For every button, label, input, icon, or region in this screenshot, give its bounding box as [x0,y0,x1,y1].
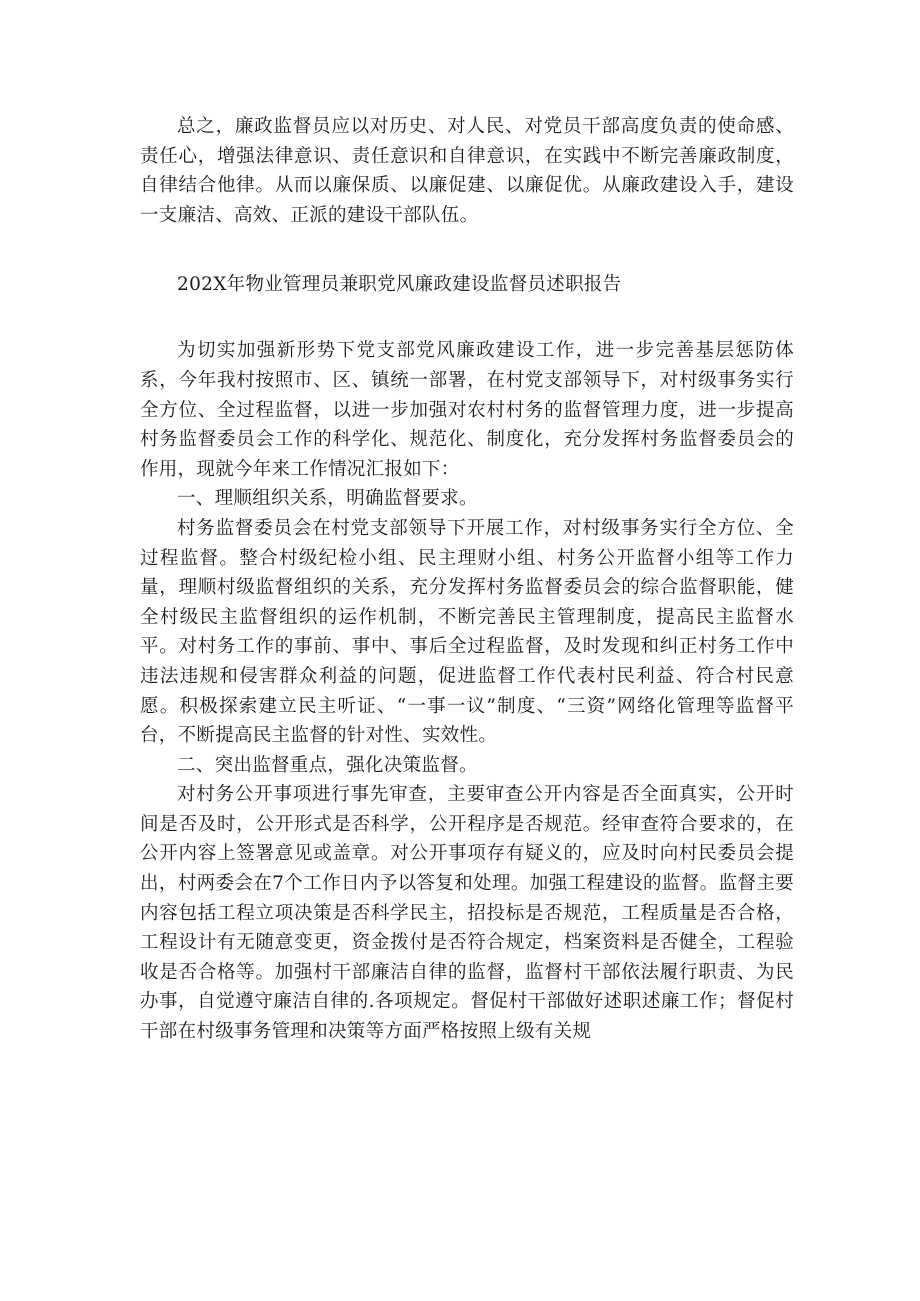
section-heading-1: 一、理顺组织关系，明确监督要求。 [177,488,478,510]
body-paragraph: 对村务公开事项进行事先审查，主要审查公开内容是否全面真实，公开时间是否及时，公开形式是否科学，公开程序是否规范。经审查符合要求的，在公开内容上签署意见或盖章。对公开事项存有疑义的，应及时向村民委员会提出，村两委会在7个工作日内予以答复和处理。加强工程建设的监督。监督主要内容包括工程立项决策是否科学民主，招投标是否规范，工程质量是否合格，工程设计有无随意变更，资金拨付是否符合规定，档案资料是否健全，工程验收是否合格等。加强村干部廉洁自律的监督，监督村干部依法履行职责、为民办事，自觉遵守廉洁自律的.各项规定。督促村干部做好述职述廉工作；督促村干部在村级事务管理和决策等方面严格按照上级有关规 [140,784,794,1043]
body-paragraph: 为切实加强新形势下党支部党风廉政建设工作，进一步完善基层惩防体系，今年我村按照市、区、镇统一部署，在村党支部领导下，对村级事务实行全方位、全过程监督，以进一步加强对农村村务的监督管理力度，进一步提高村务监督委员会工作的科学化、规范化、制度化，充分发挥村务监督委员会的作用，现就今年来工作情况汇报如下： [140,340,794,480]
report-title: 202X年物业管理员兼职党风廉政建设监督员述职报告 [177,274,622,296]
body-paragraph: 村务监督委员会在村党支部领导下开展工作，对村级事务实行全方位、全过程监督。整合村级纪检小组、民主理财小组、村务公开监督小组等工作力量，理顺村级监督组织的关系，充分发挥村务监督委员会的综合监督职能，健全村级民主监督组织的运作机制，不断完善民主管理制度，提高民主监督水平。对村务工作的事前、事中、事后全过程监督，及时发现和纠正村务工作中违法违规和侵害群众利益的问题，促进监督工作代表村民利益、符合村民意愿。积极探索建立民主听证、“一事一议”制度、“三资”网络化管理等监督平台，不断提高民主监督的针对性、实效性。 [140,517,794,747]
spacer [140,300,794,336]
section-heading-2: 二、突出监督重点，强化决策监督。 [177,754,478,776]
intro-paragraph: 总之，廉政监督员应以对历史、对人民、对党员干部高度负责的使命感、责任心，增强法律意识、责任意识和自律意识，在实践中不断完善廉政制度，自律结合他律。从而以廉保质、以廉促建、以廉促优。从廉政建设入手，建设一支廉洁、高效、正派的建设干部队伍。 [140,116,794,226]
document-page [140,112,794,1047]
